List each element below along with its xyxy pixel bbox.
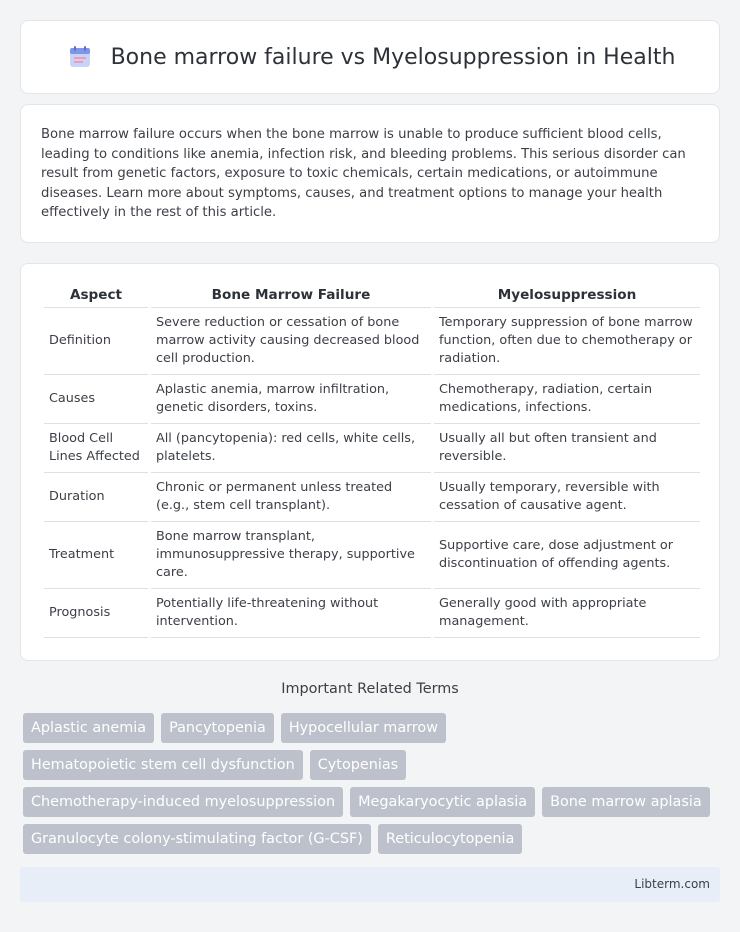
table-cell: Usually temporary, reversible with cessation of causative agent. <box>434 473 700 522</box>
table-row <box>44 522 700 589</box>
table-row <box>44 589 700 638</box>
comparison-table <box>41 282 703 638</box>
footer-site-link[interactable]: Libterm.com <box>634 877 710 891</box>
table-cell: Aplastic anemia, marrow infiltration, genetic disorders, toxins. <box>151 375 431 424</box>
term-tag-chemotherapy-induced-myelosuppression[interactable]: Chemotherapy-induced myelosuppression <box>23 787 343 817</box>
term-tag-bone-marrow-aplasia[interactable]: Bone marrow aplasia <box>542 787 710 817</box>
table-cell: All (pancytopenia): red cells, white cells, platelets. <box>151 424 431 473</box>
term-tag-cytopenias[interactable]: Cytopenias <box>310 750 406 780</box>
table-cell-aspect: Treatment <box>44 522 148 589</box>
table-cell-aspect: Blood Cell Lines Affected <box>44 424 148 473</box>
table-cell: Supportive care, dose adjustment or discontinuation of offending agents. <box>434 522 700 589</box>
table-cell: Usually all but often transient and reversible. <box>434 424 700 473</box>
page-title: Bone marrow failure vs Myelosuppression in Health <box>110 44 676 70</box>
intro-card <box>20 104 720 243</box>
table-cell-aspect: Causes <box>44 375 148 424</box>
table-cell: Chronic or permanent unless treated (e.g., stem cell transplant). <box>151 473 431 522</box>
related-terms-tags <box>23 713 723 861</box>
table-header-row <box>44 282 700 308</box>
term-tag-g-csf[interactable]: Granulocyte colony-stimulating factor (G-CSF) <box>23 824 371 854</box>
column-header-myelosuppression: Myelosuppression <box>434 282 700 308</box>
document-icon <box>65 42 95 72</box>
table-row <box>44 424 700 473</box>
table-cell-aspect: Prognosis <box>44 589 148 638</box>
table-row <box>44 473 700 522</box>
table-cell: Potentially life-threatening without intervention. <box>151 589 431 638</box>
table-cell: Chemotherapy, radiation, certain medications, infections. <box>434 375 700 424</box>
column-header-bone-marrow-failure: Bone Marrow Failure <box>151 282 431 308</box>
intro-text: Bone marrow failure occurs when the bone marrow is unable to produce sufficient blood cells, leading to conditions like anemia, infection risk, and bleeding problems. This serious disorder can result from genetic factors, exposure to toxic chemicals, certain medications, or autoimmune diseases. Learn more about symptoms, causes, and treatment options to manage your health effectively in the rest of this article. <box>41 127 686 221</box>
footer <box>20 867 720 902</box>
table-cell: Severe reduction or cessation of bone marrow activity causing decreased blood cell production. <box>151 308 431 375</box>
term-tag-hypocellular-marrow[interactable]: Hypocellular marrow <box>281 713 446 743</box>
column-header-aspect: Aspect <box>44 282 148 308</box>
term-tag-pancytopenia[interactable]: Pancytopenia <box>161 713 274 743</box>
term-tag-reticulocytopenia[interactable]: Reticulocytopenia <box>378 824 522 854</box>
table-cell: Temporary suppression of bone marrow function, often due to chemotherapy or radiation. <box>434 308 700 375</box>
table-row <box>44 375 700 424</box>
related-terms-title: Important Related Terms <box>281 681 459 697</box>
table-row <box>44 308 700 375</box>
table-cell: Bone marrow transplant, immunosuppressive therapy, supportive care. <box>151 522 431 589</box>
header-card <box>20 20 720 94</box>
term-tag-hematopoietic-stem-cell-dysfunction[interactable]: Hematopoietic stem cell dysfunction <box>23 750 303 780</box>
table-cell-aspect: Definition <box>44 308 148 375</box>
comparison-table-card <box>20 263 720 661</box>
table-cell-aspect: Duration <box>44 473 148 522</box>
term-tag-aplastic-anemia[interactable]: Aplastic anemia <box>23 713 154 743</box>
table-cell: Generally good with appropriate management. <box>434 589 700 638</box>
term-tag-megakaryocytic-aplasia[interactable]: Megakaryocytic aplasia <box>350 787 535 817</box>
